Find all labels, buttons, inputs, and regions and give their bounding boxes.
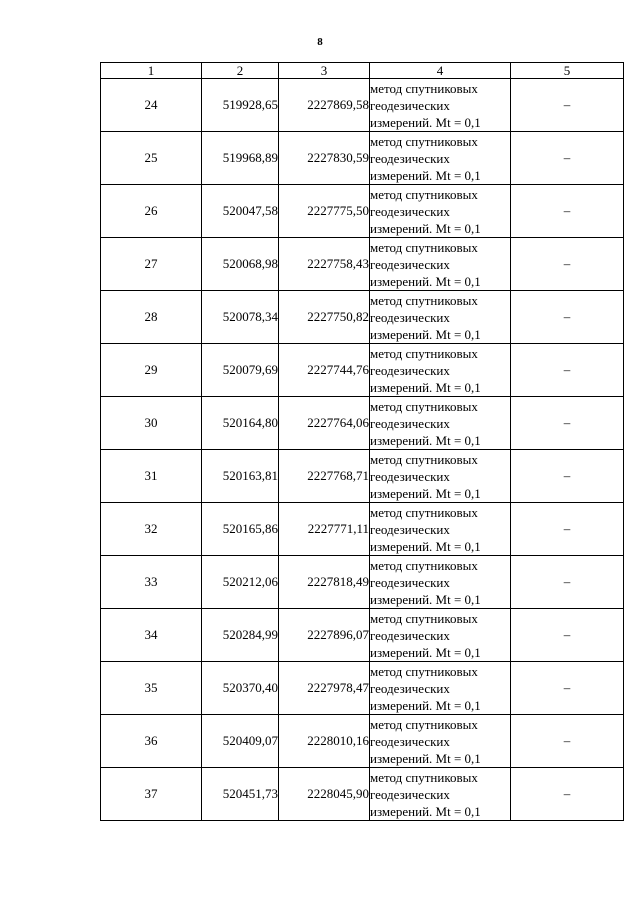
method-line: метод спутниковых	[370, 716, 478, 732]
point-number-cell: 30	[101, 397, 202, 450]
x-coordinate-cell: 520212,06	[202, 556, 279, 609]
method-cell	[370, 344, 511, 397]
coordinates-table	[100, 62, 624, 821]
method-line: измерений. Mt = 0,1	[370, 485, 481, 501]
point-number-cell: 31	[101, 450, 202, 503]
column-header-5: 5	[511, 63, 624, 79]
method-cell	[370, 132, 511, 185]
y-coordinate-cell: 2227896,07	[279, 609, 370, 662]
method-cell	[370, 556, 511, 609]
method-line: метод спутниковых	[370, 345, 478, 361]
method-line: геодезических	[370, 574, 450, 590]
method-line: геодезических	[370, 627, 450, 643]
x-coordinate-cell: 519968,89	[202, 132, 279, 185]
note-cell: –	[511, 132, 624, 185]
method-line: измерений. Mt = 0,1	[370, 644, 481, 660]
method-cell	[370, 291, 511, 344]
x-coordinate-cell: 520451,73	[202, 768, 279, 821]
method-line: измерений. Mt = 0,1	[370, 750, 481, 766]
method-line: метод спутниковых	[370, 769, 478, 785]
column-header-2: 2	[202, 63, 279, 79]
method-line: измерений. Mt = 0,1	[370, 220, 481, 236]
method-line: измерений. Mt = 0,1	[370, 591, 481, 607]
x-coordinate-cell: 520165,86	[202, 503, 279, 556]
method-cell	[370, 185, 511, 238]
y-coordinate-cell: 2227978,47	[279, 662, 370, 715]
x-coordinate-cell: 520163,81	[202, 450, 279, 503]
method-cell	[370, 609, 511, 662]
note-cell: –	[511, 503, 624, 556]
y-coordinate-cell: 2227869,58	[279, 79, 370, 132]
y-coordinate-cell: 2227768,71	[279, 450, 370, 503]
method-line: геодезических	[370, 97, 450, 113]
method-cell	[370, 238, 511, 291]
method-line: геодезических	[370, 362, 450, 378]
point-number-cell: 27	[101, 238, 202, 291]
method-line: метод спутниковых	[370, 292, 478, 308]
y-coordinate-cell: 2227750,82	[279, 291, 370, 344]
table-row	[101, 132, 624, 185]
table-row	[101, 185, 624, 238]
method-cell	[370, 450, 511, 503]
method-line: геодезических	[370, 309, 450, 325]
note-cell: –	[511, 79, 624, 132]
table-row	[101, 609, 624, 662]
point-number-cell: 25	[101, 132, 202, 185]
method-cell	[370, 397, 511, 450]
note-cell: –	[511, 397, 624, 450]
table-row	[101, 503, 624, 556]
method-line: измерений. Mt = 0,1	[370, 167, 481, 183]
method-line: метод спутниковых	[370, 663, 478, 679]
column-header-3: 3	[279, 63, 370, 79]
y-coordinate-cell: 2227775,50	[279, 185, 370, 238]
note-cell: –	[511, 185, 624, 238]
method-cell	[370, 715, 511, 768]
method-line: метод спутниковых	[370, 504, 478, 520]
method-line: геодезических	[370, 786, 450, 802]
method-line: метод спутниковых	[370, 186, 478, 202]
method-line: измерений. Mt = 0,1	[370, 379, 481, 395]
method-line: метод спутниковых	[370, 80, 478, 96]
note-cell: –	[511, 238, 624, 291]
method-cell	[370, 768, 511, 821]
table-row	[101, 344, 624, 397]
method-cell	[370, 79, 511, 132]
point-number-cell: 37	[101, 768, 202, 821]
table-row	[101, 291, 624, 344]
method-line: геодезических	[370, 415, 450, 431]
method-line: метод спутниковых	[370, 398, 478, 414]
method-line: метод спутниковых	[370, 610, 478, 626]
table-row	[101, 662, 624, 715]
note-cell: –	[511, 556, 624, 609]
method-line: метод спутниковых	[370, 133, 478, 149]
table-body	[101, 79, 624, 821]
x-coordinate-cell: 520409,07	[202, 715, 279, 768]
method-line: геодезических	[370, 680, 450, 696]
x-coordinate-cell: 519928,65	[202, 79, 279, 132]
method-line: измерений. Mt = 0,1	[370, 803, 481, 819]
table-row	[101, 397, 624, 450]
x-coordinate-cell: 520078,34	[202, 291, 279, 344]
method-line: измерений. Mt = 0,1	[370, 697, 481, 713]
point-number-cell: 28	[101, 291, 202, 344]
y-coordinate-cell: 2227758,43	[279, 238, 370, 291]
y-coordinate-cell: 2228045,90	[279, 768, 370, 821]
table-row	[101, 238, 624, 291]
method-line: метод спутниковых	[370, 557, 478, 573]
point-number-cell: 24	[101, 79, 202, 132]
method-line: измерений. Mt = 0,1	[370, 114, 481, 130]
method-line: измерений. Mt = 0,1	[370, 432, 481, 448]
table-row	[101, 768, 624, 821]
table-row	[101, 79, 624, 132]
method-line: геодезических	[370, 468, 450, 484]
y-coordinate-cell: 2227818,49	[279, 556, 370, 609]
x-coordinate-cell: 520284,99	[202, 609, 279, 662]
page-number: 8	[317, 36, 323, 48]
method-line: геодезических	[370, 150, 450, 166]
point-number-cell: 36	[101, 715, 202, 768]
method-line: измерений. Mt = 0,1	[370, 326, 481, 342]
method-line: геодезических	[370, 203, 450, 219]
point-number-cell: 33	[101, 556, 202, 609]
y-coordinate-cell: 2227830,59	[279, 132, 370, 185]
point-number-cell: 29	[101, 344, 202, 397]
method-line: измерений. Mt = 0,1	[370, 273, 481, 289]
point-number-cell: 26	[101, 185, 202, 238]
note-cell: –	[511, 768, 624, 821]
note-cell: –	[511, 344, 624, 397]
point-number-cell: 32	[101, 503, 202, 556]
y-coordinate-cell: 2227764,06	[279, 397, 370, 450]
note-cell: –	[511, 662, 624, 715]
table-header-row	[101, 63, 624, 79]
column-header-1: 1	[101, 63, 202, 79]
method-line: геодезических	[370, 521, 450, 537]
method-line: измерений. Mt = 0,1	[370, 538, 481, 554]
y-coordinate-cell: 2228010,16	[279, 715, 370, 768]
method-cell	[370, 662, 511, 715]
method-line: метод спутниковых	[370, 451, 478, 467]
x-coordinate-cell: 520047,58	[202, 185, 279, 238]
method-cell	[370, 503, 511, 556]
note-cell: –	[511, 715, 624, 768]
x-coordinate-cell: 520068,98	[202, 238, 279, 291]
y-coordinate-cell: 2227744,76	[279, 344, 370, 397]
note-cell: –	[511, 450, 624, 503]
point-number-cell: 35	[101, 662, 202, 715]
table-row	[101, 556, 624, 609]
method-line: геодезических	[370, 256, 450, 272]
column-header-4: 4	[370, 63, 511, 79]
y-coordinate-cell: 2227771,11	[279, 503, 370, 556]
point-number-cell: 34	[101, 609, 202, 662]
x-coordinate-cell: 520079,69	[202, 344, 279, 397]
method-line: метод спутниковых	[370, 239, 478, 255]
table-row	[101, 450, 624, 503]
note-cell: –	[511, 291, 624, 344]
x-coordinate-cell: 520164,80	[202, 397, 279, 450]
method-line: геодезических	[370, 733, 450, 749]
x-coordinate-cell: 520370,40	[202, 662, 279, 715]
table-row	[101, 715, 624, 768]
note-cell: –	[511, 609, 624, 662]
